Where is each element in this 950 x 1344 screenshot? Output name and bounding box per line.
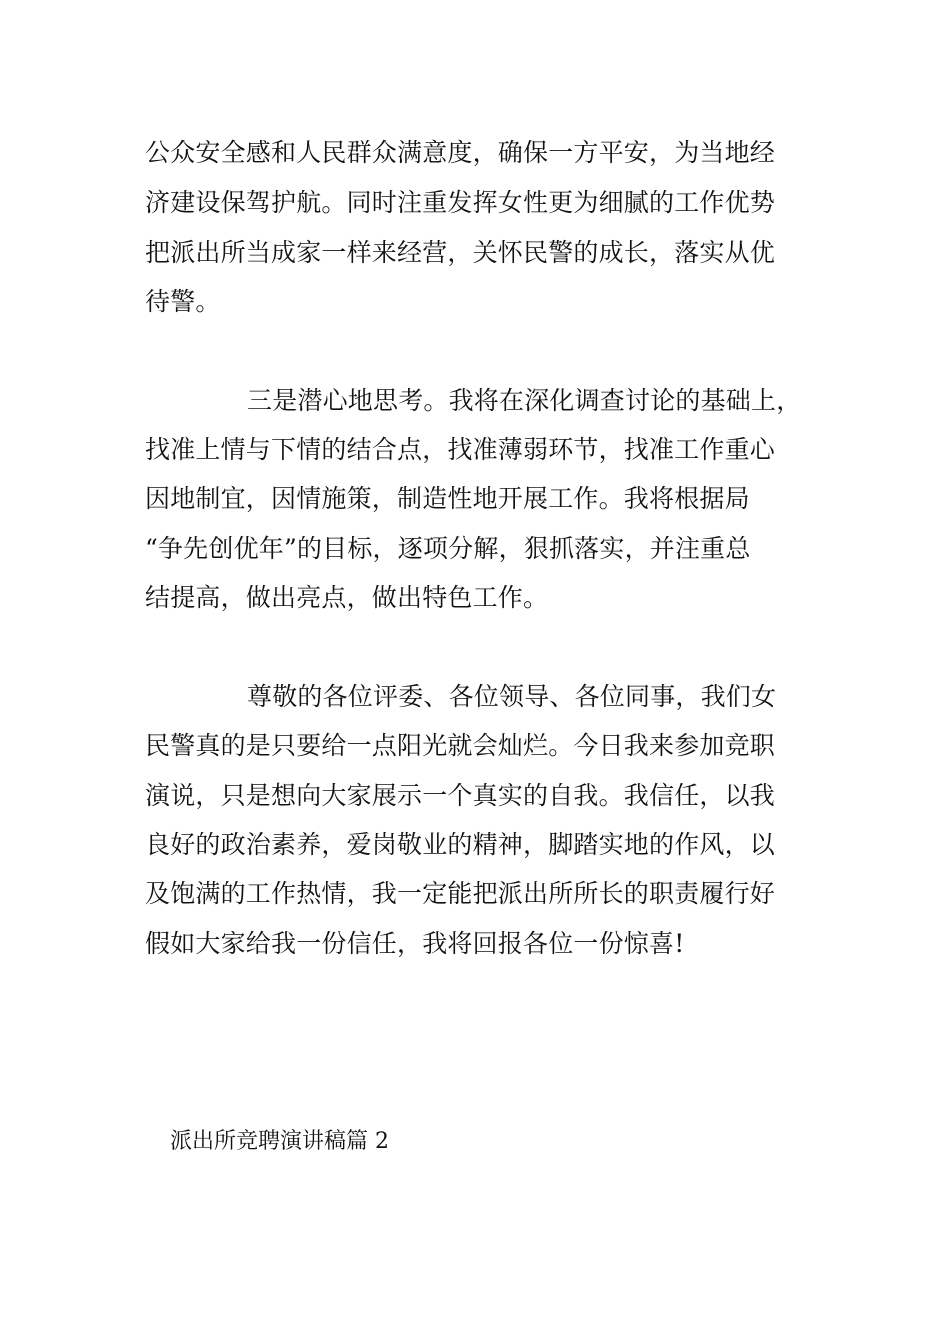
- paragraph-line: 假如大家给我一份信任，我将回报各位一份惊喜!: [145, 929, 685, 958]
- section-title: 派出所竞聘演讲稿篇 2: [170, 1129, 389, 1154]
- paragraph-line: 找准上情与下情的结合点，找准薄弱环节，找准工作重心: [145, 435, 776, 464]
- paragraph-line: 三是潜心地思考。我将在深化调查讨论的基础上，: [247, 386, 802, 415]
- paragraph-line: 良好的政治素养，爱岗敬业的精神，脚踏实地的作风，以: [145, 830, 776, 859]
- paragraph-line: “争先创优年”的目标，逐项分解，狠抓落实，并注重总: [145, 534, 751, 563]
- paragraph-line: 民警真的是只要给一点阳光就会灿烂。今日我来参加竞职: [145, 731, 776, 760]
- paragraph-line: 尊敬的各位评委、各位领导、各位同事，我们女: [247, 682, 777, 711]
- paragraph-line: 演说，只是想向大家展示一个真实的自我。我信任，以我: [145, 781, 776, 810]
- paragraph-line: 把派出所当成家一样来经营，关怀民警的成长，落实从优: [145, 238, 776, 267]
- paragraph-line: 结提高，做出亮点，做出特色工作。: [145, 583, 549, 612]
- paragraph-line: 因地制宜，因情施策，制造性地开展工作。我将根据局: [145, 484, 750, 513]
- paragraph-line: 待警。: [145, 287, 221, 316]
- paragraph-line: 及饱满的工作热情，我一定能把派出所所长的职责履行好: [145, 879, 776, 908]
- paragraph-line: 济建设保驾护航。同时注重发挥女性更为细腻的工作优势: [145, 188, 776, 217]
- paragraph-line: 公众安全感和人民群众满意度，确保一方平安，为当地经: [145, 138, 776, 167]
